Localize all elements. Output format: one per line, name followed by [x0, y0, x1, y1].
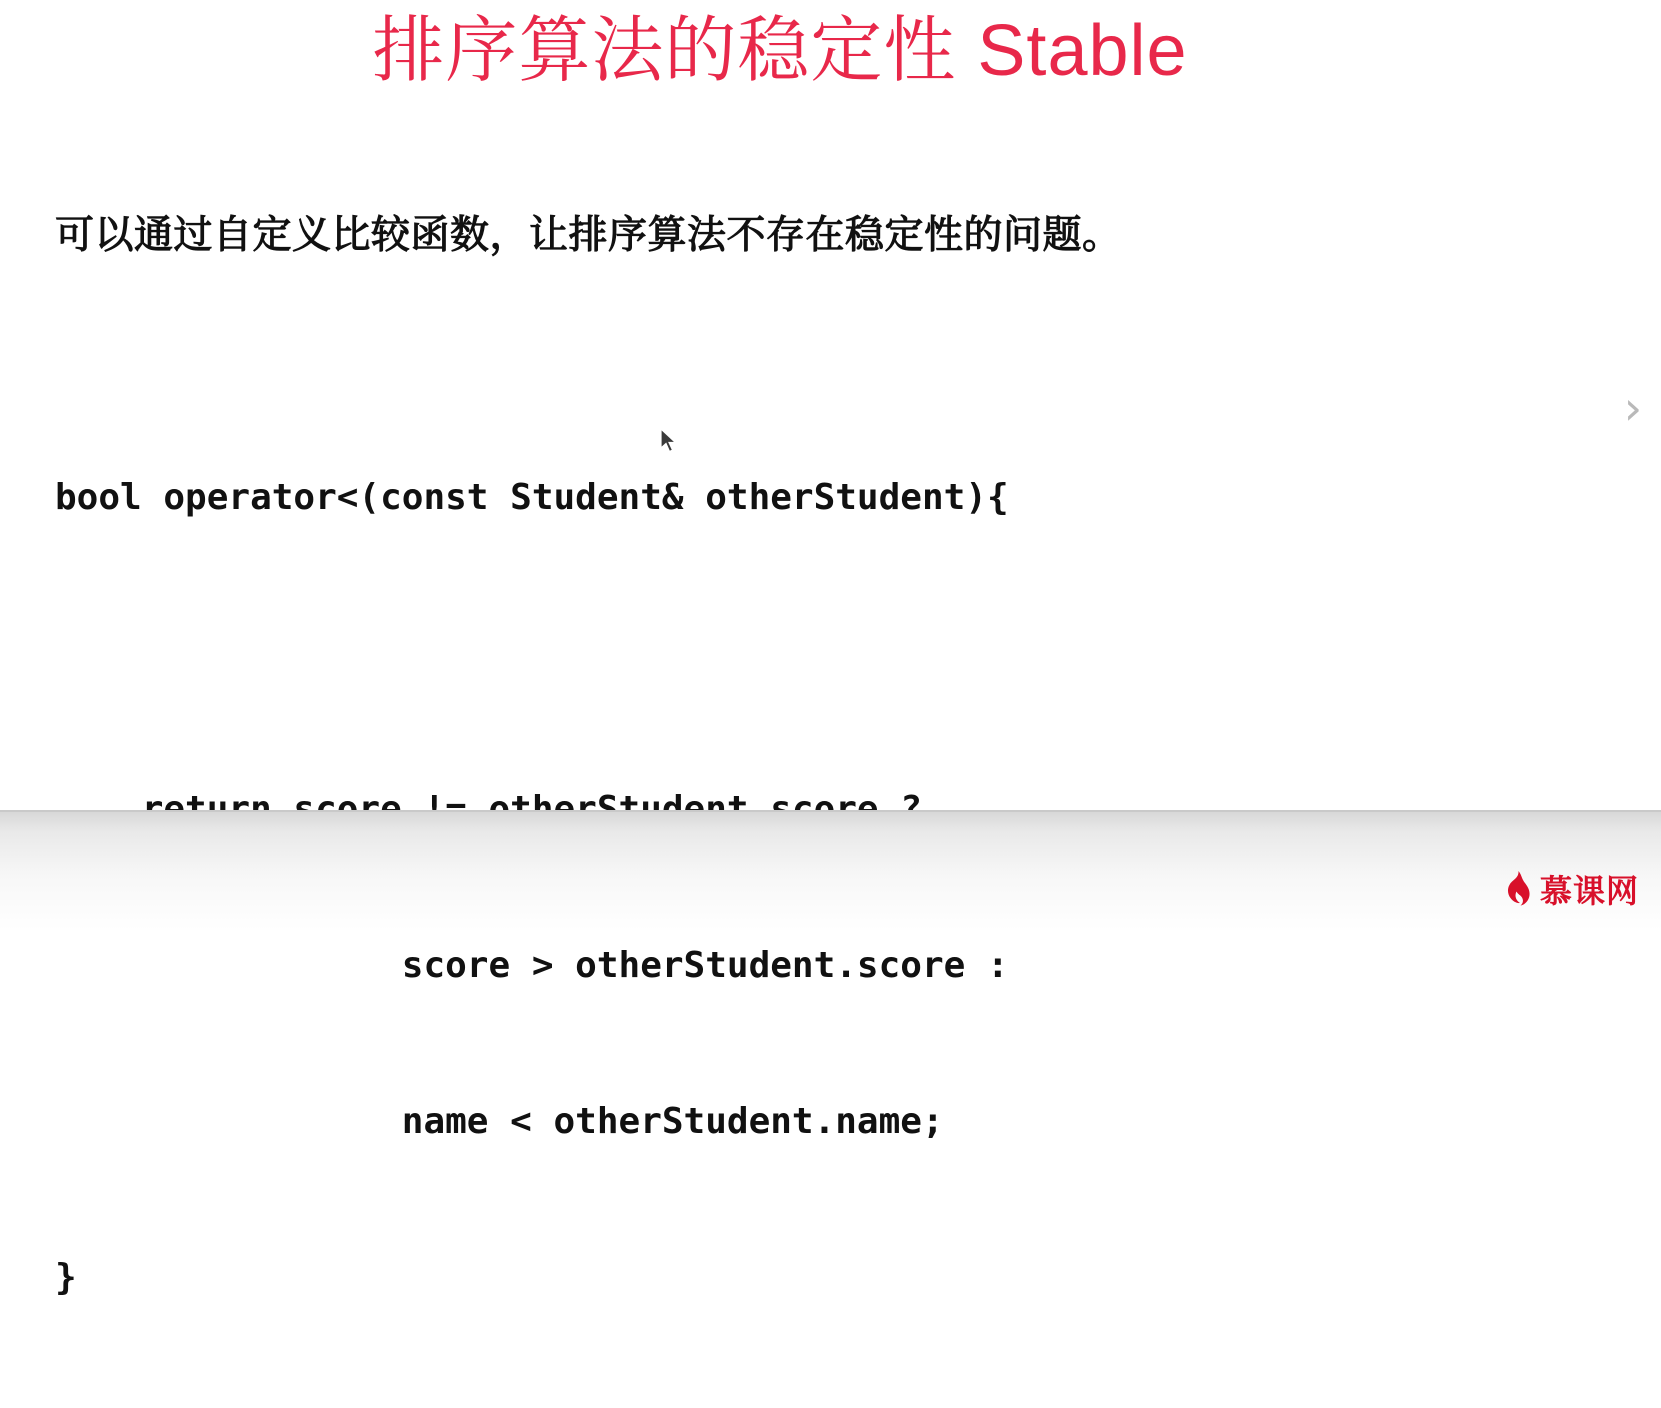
- page-title: 排序算法的稳定性 Stable: [372, 11, 1188, 91]
- slide-body-text: 可以通过自定义比较函数，让排序算法不存在稳定性的问题。: [55, 214, 1122, 257]
- code-line: score > otherStudent.score :: [55, 945, 1009, 986]
- code-line: name < otherStudent.name;: [55, 1101, 944, 1142]
- code-line: bool operator<(const Student& otherStudent){: [55, 477, 1009, 518]
- flame-icon: [1502, 870, 1532, 908]
- bottom-bar-divider: [0, 810, 1661, 812]
- code-line: [55, 628, 1455, 680]
- code-line: }: [55, 1257, 77, 1298]
- player-bottom-bar: [0, 810, 1661, 930]
- watermark-label: 慕课网: [1539, 873, 1639, 909]
- watermark: [1502, 866, 1639, 912]
- next-slide-chevron-icon[interactable]: ›: [1623, 381, 1643, 435]
